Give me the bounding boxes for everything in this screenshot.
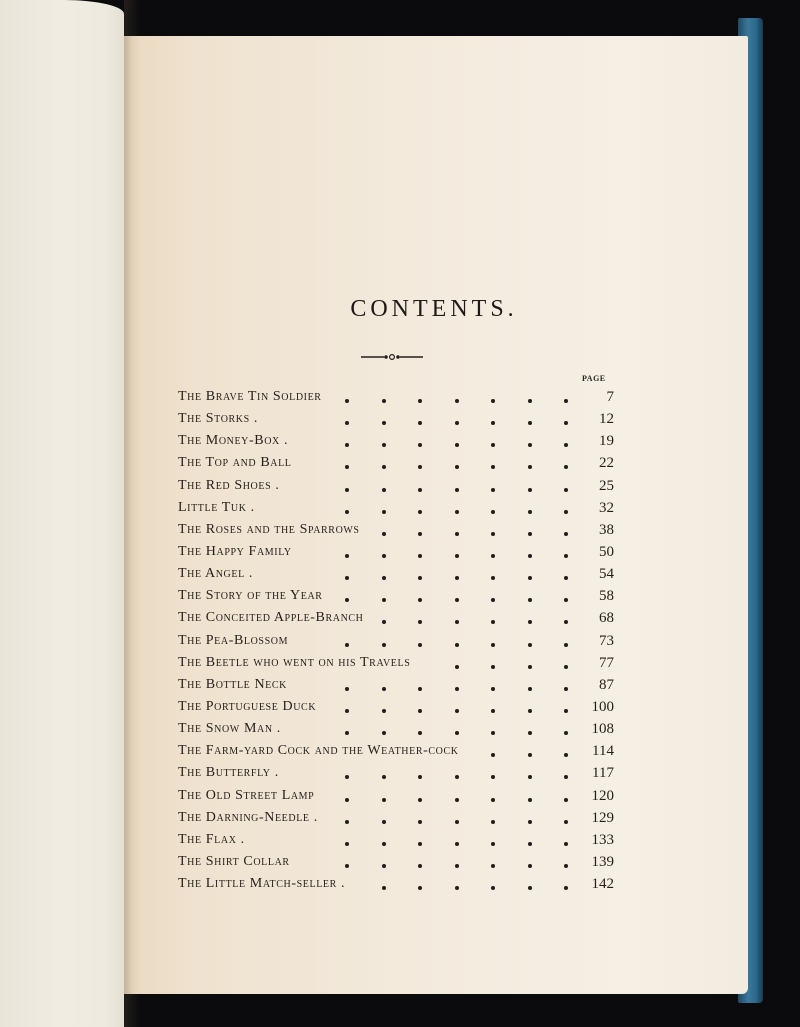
leader-dot [491, 775, 495, 779]
leader-dot [564, 687, 568, 691]
leader-dot [564, 643, 568, 647]
leader-dot [382, 421, 386, 425]
leader-dot [455, 886, 459, 890]
leader-dot [455, 643, 459, 647]
leader-dot [345, 421, 349, 425]
leader-dot [455, 598, 459, 602]
toc-entry-title: The Flax . [178, 831, 245, 847]
toc-entry-title: The Old Street Lamp [178, 787, 315, 803]
leader-dot [528, 643, 532, 647]
leader-dot [564, 886, 568, 890]
toc-entry [178, 785, 614, 807]
leader-dot [418, 842, 422, 846]
leader-dot [491, 421, 495, 425]
toc-entry [178, 452, 614, 474]
leader-dot [455, 775, 459, 779]
toc-entry-title: The Farm-yard Cock and the Weather-cock [178, 743, 459, 759]
leader-dot [455, 576, 459, 580]
leader-dot [345, 820, 349, 824]
toc-entry [178, 740, 614, 762]
leader-dot [564, 798, 568, 802]
toc-entry-page-number: 120 [591, 787, 614, 804]
toc-entry [178, 762, 614, 784]
toc-entry [178, 718, 614, 740]
leader-dot [455, 554, 459, 558]
toc-entry-title: The Conceited Apple-Branch [178, 610, 364, 626]
leader-dot [345, 687, 349, 691]
leader-dot [528, 864, 532, 868]
leader-dot [382, 820, 386, 824]
leader-dot [528, 842, 532, 846]
leader-dot [491, 443, 495, 447]
leader-dot [382, 775, 386, 779]
toc-entry [178, 873, 614, 895]
leader-dot [455, 399, 459, 403]
toc-entry-title: Little Tuk . [178, 499, 255, 515]
toc-entry-page-number: 108 [591, 721, 614, 738]
leader-dot [455, 443, 459, 447]
leader-dot [418, 554, 422, 558]
toc-entry-title: The Roses and the Sparrows [178, 521, 360, 537]
toc-entry-page-number: 87 [599, 676, 614, 693]
leader-dot [418, 421, 422, 425]
leader-dot [528, 820, 532, 824]
leader-dot [528, 399, 532, 403]
toc-entry-page-number: 38 [599, 521, 614, 538]
leader-dot [528, 687, 532, 691]
leader-dot [491, 753, 495, 757]
leader-dot [491, 620, 495, 624]
leader-dot [382, 443, 386, 447]
leader-dot [528, 775, 532, 779]
toc-entry-title: The Story of the Year [178, 588, 323, 604]
leader-dot [564, 554, 568, 558]
leader-dot [382, 488, 386, 492]
leader-dot [528, 753, 532, 757]
leader-dot [345, 554, 349, 558]
leader-dot [418, 532, 422, 536]
left-page-curl [0, 0, 124, 1027]
leader-dot [528, 421, 532, 425]
leader-dot [382, 886, 386, 890]
leader-dot [345, 709, 349, 713]
toc-entry [178, 674, 614, 696]
leader-dot [455, 842, 459, 846]
toc-entry-title: The Angel . [178, 566, 253, 582]
leader-dot [455, 620, 459, 624]
leader-dot [345, 598, 349, 602]
leader-dot [491, 842, 495, 846]
leader-dot [345, 731, 349, 735]
toc-entry-page-number: 19 [599, 433, 614, 450]
leader-dot [455, 465, 459, 469]
leader-dot [418, 576, 422, 580]
leader-dot [345, 488, 349, 492]
leader-dot [564, 488, 568, 492]
leader-dot [455, 510, 459, 514]
leader-dot [345, 443, 349, 447]
leader-dot [564, 399, 568, 403]
leader-dot [382, 576, 386, 580]
leader-dot [382, 532, 386, 536]
leader-dot [455, 488, 459, 492]
leader-dot [345, 775, 349, 779]
leader-dot [491, 399, 495, 403]
leader-dot [564, 775, 568, 779]
leader-dot [564, 510, 568, 514]
leader-dot [382, 709, 386, 713]
leader-dot [345, 864, 349, 868]
leader-dot [528, 443, 532, 447]
leader-dot [382, 554, 386, 558]
toc-entry-page-number: 114 [592, 743, 614, 760]
leader-dot [455, 864, 459, 868]
leader-dot [491, 731, 495, 735]
leader-dot [564, 731, 568, 735]
leader-dot [528, 532, 532, 536]
ornament-divider-icon [361, 350, 423, 364]
toc-entry-page-number: 68 [599, 610, 614, 627]
toc-entry-title: The Top and Ball [178, 455, 292, 471]
toc-entry-title: The Red Shoes . [178, 477, 280, 493]
toc-entry-page-number: 117 [592, 765, 614, 782]
leader-dot [564, 753, 568, 757]
leader-dot [491, 465, 495, 469]
leader-dot [528, 886, 532, 890]
leader-dot [491, 532, 495, 536]
leader-dot [564, 665, 568, 669]
toc-entry-page-number: 54 [599, 566, 614, 583]
leader-dot [345, 643, 349, 647]
leader-dot [418, 443, 422, 447]
leader-dot [491, 488, 495, 492]
leader-dot [418, 488, 422, 492]
toc-entry-title: The Darning-Needle . [178, 809, 318, 825]
leader-dot [382, 864, 386, 868]
leader-dot [564, 598, 568, 602]
leader-dot [418, 465, 422, 469]
leader-dot [491, 576, 495, 580]
leader-dot [345, 399, 349, 403]
leader-dot [491, 665, 495, 669]
toc-entry-page-number: 32 [599, 499, 614, 516]
toc-entry [178, 563, 614, 585]
leader-dot [564, 532, 568, 536]
leader-dot [418, 510, 422, 514]
leader-dot [528, 554, 532, 558]
toc-entry [178, 630, 614, 652]
toc-entry [178, 475, 614, 497]
page-title: CONTENTS. [350, 296, 518, 322]
toc-entry-page-number: 133 [591, 831, 614, 848]
leader-dot [528, 465, 532, 469]
toc-entry-page-number: 7 [606, 389, 614, 405]
leader-dot [564, 864, 568, 868]
leader-dot [455, 421, 459, 425]
leader-dot [418, 820, 422, 824]
leader-dot [455, 709, 459, 713]
leader-dot [382, 465, 386, 469]
toc-entry [178, 607, 614, 629]
leader-dot [491, 643, 495, 647]
leader-dot [345, 576, 349, 580]
leader-dot [564, 842, 568, 846]
toc-entry [178, 652, 614, 674]
toc-entry-page-number: 100 [591, 698, 614, 715]
toc-entry-title: The Money-Box . [178, 433, 289, 449]
leader-dot [382, 620, 386, 624]
leader-dot [528, 576, 532, 580]
leader-dot [564, 421, 568, 425]
leader-dot [528, 510, 532, 514]
toc-entry-page-number: 58 [599, 588, 614, 605]
toc-entry [178, 497, 614, 519]
toc-entry-title: The Beetle who went on his Travels [178, 654, 411, 670]
leader-dot [528, 598, 532, 602]
toc-entry-page-number: 50 [599, 543, 614, 560]
leader-dot [382, 731, 386, 735]
leader-dot [418, 399, 422, 403]
leader-dot [528, 709, 532, 713]
leader-dot [491, 687, 495, 691]
leader-dot [455, 798, 459, 802]
leader-dot [564, 465, 568, 469]
toc-entry-title: The Storks . [178, 411, 258, 427]
toc-entry-title: The Snow Man . [178, 721, 281, 737]
leader-dot [418, 620, 422, 624]
leader-dot [418, 864, 422, 868]
toc-entry-title: The Happy Family [178, 543, 292, 559]
leader-dot [528, 665, 532, 669]
toc-entry [178, 829, 614, 851]
toc-entry-page-number: 77 [599, 654, 614, 671]
leader-dot [418, 598, 422, 602]
toc-entry-title: The Shirt Collar [178, 853, 290, 869]
leader-dot [418, 643, 422, 647]
leader-dot [491, 864, 495, 868]
toc-entry-title: The Butterfly . [178, 765, 279, 781]
leader-dot [382, 798, 386, 802]
toc-entry [178, 541, 614, 563]
leader-dot [528, 798, 532, 802]
toc-entry [178, 386, 614, 408]
leader-dot [418, 709, 422, 713]
leader-dot [455, 665, 459, 669]
toc-entry-title: The Pea-Blossom [178, 632, 289, 648]
leader-dot [382, 399, 386, 403]
leader-dot [382, 687, 386, 691]
leader-dot [382, 842, 386, 846]
leader-dot [491, 798, 495, 802]
leader-dot [564, 820, 568, 824]
toc-entry-page-number: 25 [599, 477, 614, 494]
page-column-header: PAGE [582, 374, 606, 383]
leader-dot [528, 488, 532, 492]
toc-entry [178, 430, 614, 452]
leader-dot [382, 510, 386, 514]
toc-entry-title: The Brave Tin Soldier [178, 389, 322, 404]
table-of-contents [178, 386, 614, 895]
leader-dot [491, 554, 495, 558]
leader-dot [418, 798, 422, 802]
toc-entry-page-number: 142 [591, 876, 614, 893]
toc-entry-page-number: 22 [599, 455, 614, 472]
toc-entry-page-number: 12 [599, 411, 614, 428]
leader-dot [345, 510, 349, 514]
toc-entry-title: The Bottle Neck [178, 676, 287, 692]
leader-dot [564, 709, 568, 713]
leader-dot [564, 443, 568, 447]
leader-dot [345, 465, 349, 469]
leader-dot [418, 731, 422, 735]
toc-entry [178, 585, 614, 607]
toc-entry [178, 807, 614, 829]
leader-dot [564, 576, 568, 580]
leader-dot [382, 643, 386, 647]
leader-dot [491, 598, 495, 602]
toc-entry-title: The Little Match-seller . [178, 876, 346, 892]
leader-dot [345, 842, 349, 846]
toc-entry-page-number: 139 [591, 853, 614, 870]
leader-dot [491, 510, 495, 514]
leader-dot [418, 886, 422, 890]
leader-dot [528, 731, 532, 735]
toc-entry-page-number: 129 [591, 809, 614, 826]
leader-dot [345, 798, 349, 802]
leader-dot [528, 620, 532, 624]
toc-entry-title: The Portuguese Duck [178, 698, 317, 714]
toc-entry [178, 696, 614, 718]
leader-dot [455, 820, 459, 824]
leader-dot [455, 532, 459, 536]
toc-entry [178, 408, 614, 430]
toc-entry-page-number: 73 [599, 632, 614, 649]
leader-dot [455, 687, 459, 691]
leader-dot [418, 687, 422, 691]
toc-entry [178, 519, 614, 541]
toc-entry [178, 851, 614, 873]
leader-dot [382, 598, 386, 602]
leader-dot [418, 775, 422, 779]
leader-dot [455, 731, 459, 735]
leader-dot [491, 886, 495, 890]
leader-dot [491, 709, 495, 713]
leader-dot [564, 620, 568, 624]
leader-dot [491, 820, 495, 824]
